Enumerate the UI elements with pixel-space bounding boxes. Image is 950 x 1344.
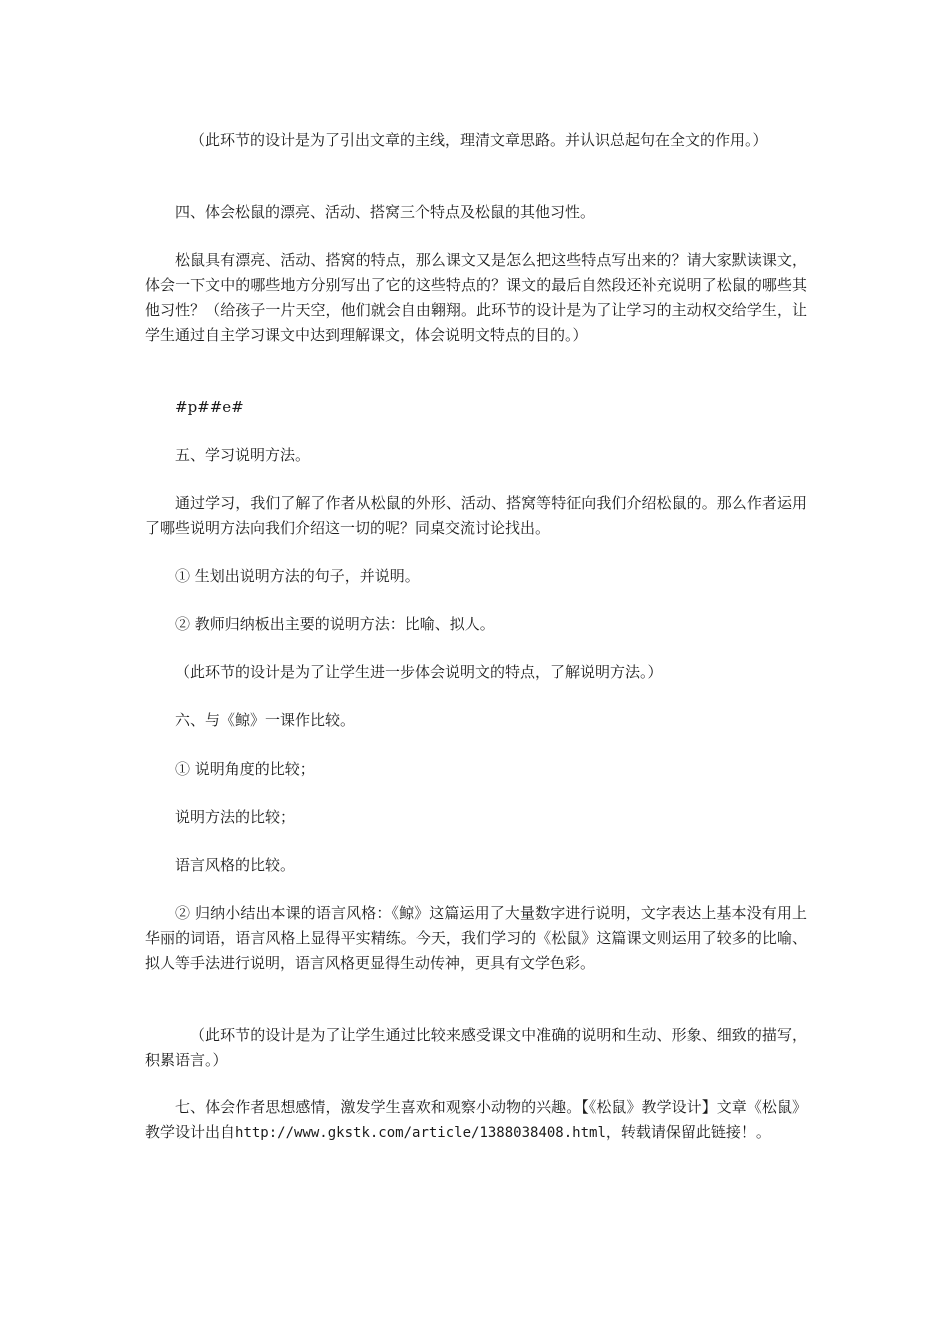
paragraph-design-note-2: （此环节的设计是为了让学生进一步体会说明文的特点，了解说明方法。） (175, 663, 663, 681)
section-heading-6: 六、与《鲸》一课作比较。 (175, 711, 356, 729)
list-item-compare-method: 说明方法的比较； (175, 808, 296, 826)
paragraph-design-note-1: （此环节的设计是为了引出文章的主线，理清文章思路。并认识总起句在全文的作用。） (190, 131, 768, 149)
closing-text: 七、体会作者思想感情，激发学生喜欢和观察小动物的兴趣。【《松鼠》教学设计】文章《松鼠》教学设计出自 (145, 1098, 807, 1141)
paragraph-language-style: ② 归纳小结出本课的语言风格：《鲸》这篇运用了大量数字进行说明，文字表达上基本没有用上华丽的词语，语言风格上显得平实精练。今天，我们学习的《松鼠》这篇课文则运用了较多的比喻、拟人等手法进行说明，语言风格更显得生动传神，更具有文学色彩。 (145, 904, 807, 972)
closing-tail-text: ，转载请保留此链接！。 (605, 1123, 771, 1141)
page-marker: #p##e# (175, 398, 244, 416)
source-link[interactable]: http://www.gkstk.com/article/1388038408.html (235, 1125, 606, 1141)
list-item-step-1: ① 生划出说明方法的句子，并说明。 (175, 567, 420, 585)
paragraph-design-note-3: （此环节的设计是为了让学生通过比较来感受课文中准确的说明和生动、形象、细致的描写，积累语言。） (145, 1026, 807, 1069)
list-item-compare-style: 语言风格的比较。 (175, 856, 296, 874)
paragraph-closing (145, 1095, 807, 1146)
section-heading-5: 五、学习说明方法。 (175, 446, 311, 464)
list-item-step-2: ② 教师归纳板出主要的说明方法：比喻、拟人。 (175, 615, 495, 633)
section-heading-4: 四、体会松鼠的漂亮、活动、搭窝三个特点及松鼠的其他习性。 (175, 203, 596, 221)
paragraph-squirrel-features: 松鼠具有漂亮、活动、搭窝的特点，那么课文又是怎么把这些特点写出来的？请大家默读课文，体会一下文中的哪些地方分别写出了它的这些特点的？课文的最后自然段还补充说明了松鼠的哪些其他习性？（给孩子一片天空，他们就会自由翱翔。此环节的设计是为了让学习的主动权交给学生，让学生通过自主学习课文中达到理解课文，体会说明文特点的目的。） (145, 251, 807, 344)
list-item-compare-angle: ① 说明角度的比较； (175, 760, 315, 778)
paragraph-learning-methods: 通过学习，我们了解了作者从松鼠的外形、活动、搭窝等特征向我们介绍松鼠的。那么作者运用了哪些说明方法向我们介绍这一切的呢？同桌交流讨论找出。 (145, 494, 807, 537)
